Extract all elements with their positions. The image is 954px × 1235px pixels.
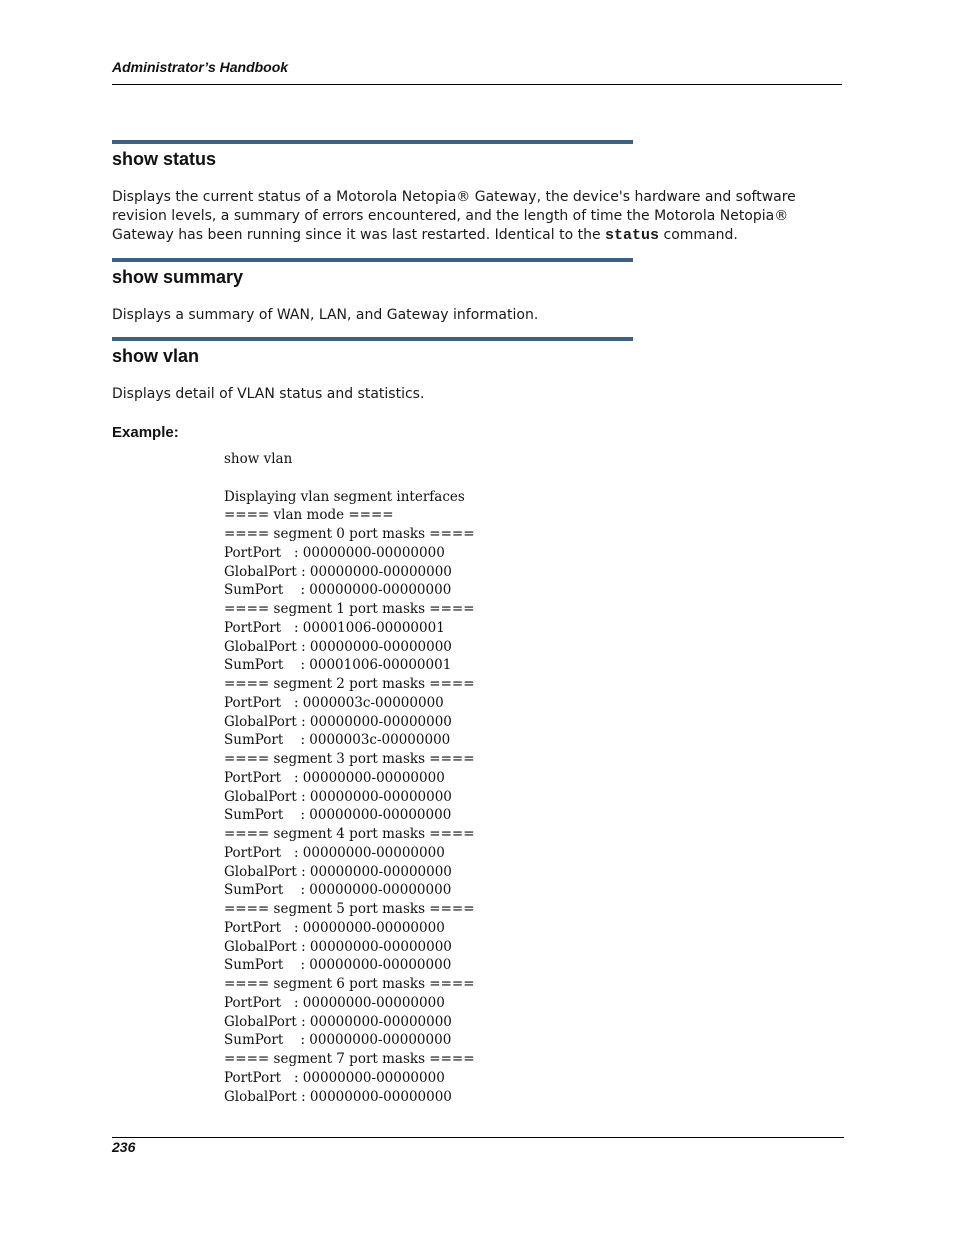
code-line: PortPort : 00000000-00000000 <box>224 994 445 1011</box>
code-line: SumPort : 00000000-00000000 <box>224 582 452 599</box>
code-line: SumPort : 00000000-00000000 <box>224 807 452 824</box>
code-line: PortPort : 00000000-00000000 <box>224 844 445 861</box>
section-description-show-summary: Displays a summary of WAN, LAN, and Gateway information. <box>112 307 539 323</box>
code-line: PortPort : 00000000-00000000 <box>224 769 445 786</box>
code-line: GlobalPort : 00000000-00000000 <box>224 1088 452 1105</box>
code-line: SumPort : 0000003c-00000000 <box>224 732 451 749</box>
code-line: PortPort : 00001006-00000001 <box>224 619 445 636</box>
description-text: Displays the current status of a Motorola Netopia® Gateway, the device's hardware and software revision levels, a summary of errors encountered, and the length of time the Motorola Netopia® Gateway has been running since it was last restarted. Identical to the <box>112 189 796 243</box>
code-line: GlobalPort : 00000000-00000000 <box>224 563 452 580</box>
code-line: ==== segment 6 port masks ==== <box>224 976 475 992</box>
code-line: GlobalPort : 00000000-00000000 <box>224 1013 452 1030</box>
code-line: SumPort : 00001006-00000001 <box>224 657 452 674</box>
code-line: GlobalPort : 00000000-00000000 <box>224 638 452 655</box>
code-line: SumPort : 00000000-00000000 <box>224 882 452 899</box>
section-bar-show-vlan <box>112 337 633 341</box>
code-line: SumPort : 00000000-00000000 <box>224 957 452 974</box>
running-header-title: Administrator’s Handbook <box>112 59 289 75</box>
code-line: ==== segment 7 port masks ==== <box>224 1051 475 1067</box>
code-line: ==== segment 3 port masks ==== <box>224 751 475 767</box>
code-line: PortPort : 00000000-00000000 <box>224 544 445 561</box>
section-description-show-status <box>112 188 842 245</box>
code-line: GlobalPort : 00000000-00000000 <box>224 713 452 730</box>
code-line: PortPort : 00000000-00000000 <box>224 919 445 936</box>
section-title-show-summary: show summary <box>112 267 244 287</box>
example-code-block <box>224 450 475 1106</box>
code-line: ==== segment 4 port masks ==== <box>224 826 475 842</box>
footer-divider <box>112 1137 844 1138</box>
code-line: ==== segment 2 port masks ==== <box>224 676 475 692</box>
section-title-show-vlan: show vlan <box>112 346 200 366</box>
code-line: show vlan <box>224 451 293 467</box>
page-number: 236 <box>112 1139 136 1155</box>
section-title-show-status: show status <box>112 149 217 169</box>
code-line: ==== segment 1 port masks ==== <box>224 601 475 617</box>
code-line: GlobalPort : 00000000-00000000 <box>224 863 452 880</box>
code-line: ==== segment 0 port masks ==== <box>224 526 475 542</box>
section-bar-show-status <box>112 140 633 144</box>
code-line <box>224 469 475 488</box>
code-line: PortPort : 00000000-00000000 <box>224 1069 445 1086</box>
example-label: Example: <box>112 424 179 441</box>
header-divider <box>112 84 842 85</box>
code-line: ==== vlan mode ==== <box>224 507 394 524</box>
section-description-show-vlan: Displays detail of VLAN status and statistics. <box>112 386 425 402</box>
section-bar-show-summary <box>112 258 633 262</box>
code-line: Displaying vlan segment interfaces <box>224 488 465 505</box>
code-line: SumPort : 00000000-00000000 <box>224 1032 452 1049</box>
code-line: ==== segment 5 port masks ==== <box>224 901 475 917</box>
description-text-end: command. <box>659 227 738 243</box>
code-line: GlobalPort : 00000000-00000000 <box>224 788 452 805</box>
inline-command-status: status <box>605 227 660 244</box>
code-line: GlobalPort : 00000000-00000000 <box>224 938 452 955</box>
code-line: PortPort : 0000003c-00000000 <box>224 694 444 711</box>
